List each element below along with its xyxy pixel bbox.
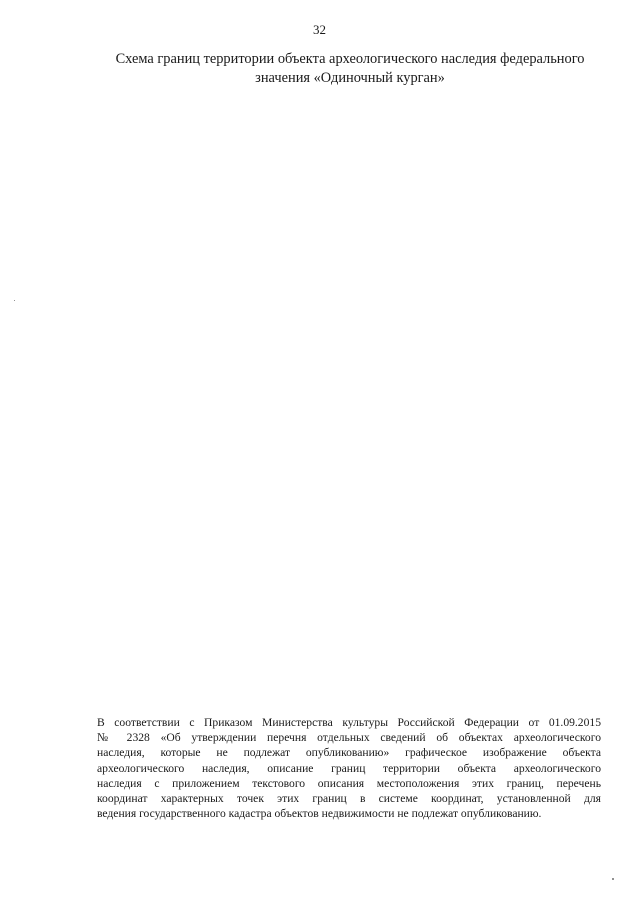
document-title-line-2: значения «Одиночный курган» <box>255 70 445 86</box>
scan-speck <box>612 878 614 880</box>
notice-line: В соответствии с Приказом Министерства культуры Российской Федерации от 01.09.2015 <box>97 716 601 729</box>
notice-line: наследия, которые не подлежат опубликованию» графическое изображение объекта <box>97 746 601 760</box>
notice-line: № 2328 «Об утверждении перечня отдельных сведений об объектах археологического <box>97 731 601 745</box>
notice-line: археологического наследия, описание границ территории объекта археологического <box>97 761 601 775</box>
document-title-line-1: Схема границ территории объекта археологического наследия федерального <box>115 51 585 67</box>
notice-line: наследия с приложением текстового описания местоположения этих границ, перечень <box>97 776 601 790</box>
page-number: 32 <box>313 22 326 37</box>
notice-line: ведения государственного кадастра объектов недвижимости не подлежат опубликованию. <box>97 807 542 821</box>
publication-restriction-notice <box>97 715 601 821</box>
notice-line: координат характерных точек этих границ в системе координат, установленной для <box>97 792 601 806</box>
document-title <box>90 50 610 88</box>
scan-speck <box>14 300 15 301</box>
